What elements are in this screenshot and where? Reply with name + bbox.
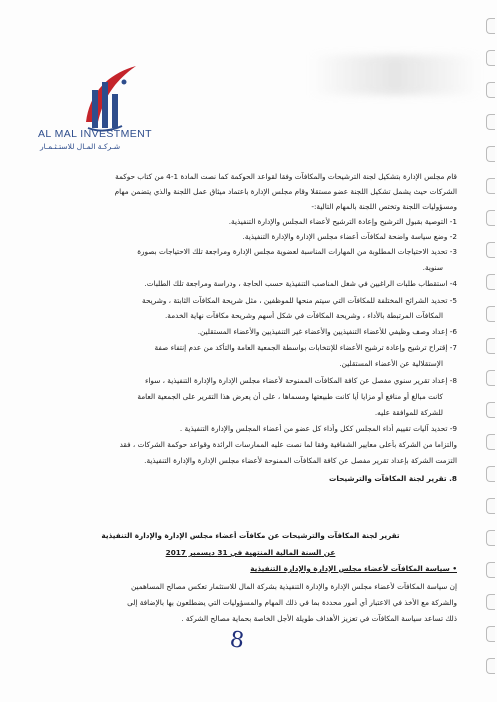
binder-tab	[486, 178, 495, 194]
paragraph-line: ذلك تساعد سياسة المكافآت في تعزيز الأهداف طويلة الأجل الخاصة بحماية مصالح الشركة .	[181, 614, 457, 623]
list-item-continuation: المكافآت المرتبطة بالأداء ، وشريحة المكافآت في شكل أسهم وشريحة مكافآت نهاية الخدمة.	[164, 311, 443, 320]
binder-tab	[486, 114, 495, 130]
list-item: 8- إعداد تقرير سنوي مفصل عن كافة المكافآت الممنوحة لأعضاء مجلس الإدارة والإدارة التنفيذية ، سواء	[144, 376, 457, 385]
binder-tab	[486, 18, 495, 34]
binder-tab	[486, 210, 495, 226]
list-item-continuation: للشركة للموافقة عليه.	[374, 408, 443, 417]
list-item: 7- إقتراح ترشيح وإعادة ترشيح الأعضاء للإنتخابات بواسطة الجمعية العامة والتأكد من عدم إنتفاء صفة	[154, 343, 457, 352]
list-item-continuation: سنوية.	[422, 263, 443, 272]
list-item: 1- التوصية بقبول الترشيح وإعادة الترشيح لأعضاء المجلس والإدارة التنفيذية.	[228, 217, 457, 226]
list-item-continuation: الإستقلالية عن الأعضاء المستقلين.	[339, 359, 443, 368]
paragraph-line: والشركة مع الأخذ في الاعتبار أي أمور محددة بما في ذلك المهام والمسؤوليات التي يضطلعون بها بالإضافة إلى	[127, 598, 457, 607]
binder-tab	[486, 146, 495, 162]
handwritten-signature: 8	[228, 627, 246, 654]
bullet-heading: • سياسة المكافآت لأعضاء مجلس الإدارة والإدارة التنفيذية	[250, 564, 457, 573]
binder-tab	[486, 466, 495, 482]
list-item: 6- إعداد وصف وظيفي للأعضاء التنفيذيين والأعضاء غير التنفيذيين والأعضاء المستقلين.	[197, 327, 457, 336]
binder-tab	[486, 658, 495, 674]
list-item: 9- تحديد آليات تقييم أداء المجلس ككل وأداء كل عضو من أعضاء المجلس والإدارة التنفيذية .	[179, 424, 457, 433]
faded-watermark	[310, 55, 480, 95]
list-item: 3- تحديد الاحتياجات المطلوبة من المهارات المناسبة لعضوية مجلس الإدارة ومراجعة تلك الاحتياجات بصورة	[137, 247, 457, 256]
paragraph-line: إن سياسة المكافآت لأعضاء مجلس الإدارة والإدارة التنفيذية بشركة المال للاستثمار تعكس مصالح المساهمين	[130, 582, 457, 591]
binder-tab	[486, 434, 495, 450]
paragraph-line: ومسؤوليات اللجنة وتختص اللجنة بالمهام التالية:-	[311, 202, 457, 211]
list-item: 5- تحديد الشرائح المختلفة للمكافآت التي سيتم منحها للموظفين ، مثل شريحة المكافآت الثابتة ، وشريحة	[142, 296, 457, 305]
binder-tab	[486, 562, 495, 578]
binder-tab	[486, 338, 495, 354]
binder-tab	[486, 50, 495, 66]
list-item-continuation: كانت مبالغ أو منافع أو مزايا أيا كانت طبيعتها ومسماها ، على أن يعرض هذا التقرير على الجمعية العامة	[137, 392, 443, 401]
paragraph-line: الشركات حيث يشمل تشكيل اللجنة عضو مستقلا وقام مجلس الإدارة باعتماد ميثاق عمل اللجنة والذي يتضمن مهام	[114, 187, 457, 196]
report-title: تقرير لجنة المكافآت والترشيحات عن مكافآت أعضاء مجلس الإدارة والإدارة التنفيذية	[101, 531, 400, 540]
paragraph-line: قام مجلس الإدارة بتشكيل لجنة الترشيحات والمكافآت وفقا لقواعد الحوكمة كما نصت المادة 1-4 من كتاب حوكمة	[115, 172, 457, 181]
binder-tab	[486, 594, 495, 610]
binder-tab	[486, 242, 495, 258]
company-name-ar: شـركـة المـال للاستـثـمـار	[40, 142, 121, 151]
binder-tab	[486, 370, 495, 386]
company-name-en: AL MAL INVESTMENT	[38, 128, 152, 140]
list-item: 2- وضع سياسة واضحة لمكافآت أعضاء مجلس الإدارة والإدارة التنفيذية.	[242, 232, 457, 241]
paragraph-line: والتزاما من الشركة بأعلى معايير الشفافية وفقا لما نصت عليه الممارسات الرائدة وقواعد حوكمة الشركات ، فقد	[119, 440, 457, 449]
report-subtitle: عن السنة المالية المنتهية في 31 ديسمبر 2017	[165, 548, 336, 557]
binder-tab	[486, 626, 495, 642]
section-heading: 8. تقرير لجنة المكافآت والترشيحات	[329, 474, 457, 483]
binder-tab	[486, 82, 495, 98]
binder-tab	[486, 498, 495, 514]
binder-tab	[486, 530, 495, 546]
binder-tab	[486, 306, 495, 322]
binder-tab	[486, 402, 495, 418]
binder-tab	[486, 274, 495, 290]
list-item: 4- استقطاب طلبات الراغبين في شغل المناصب التنفيذية حسب الحاجة ، ودراسة ومراجعة تلك الطلبات.	[144, 279, 457, 288]
paragraph-line: التزمت الشركة بإعداد تقرير مفصل عن كافة المكافآت الممنوحة لأعضاء مجلس الإدارة والإدارة التنفيذية.	[144, 456, 457, 465]
